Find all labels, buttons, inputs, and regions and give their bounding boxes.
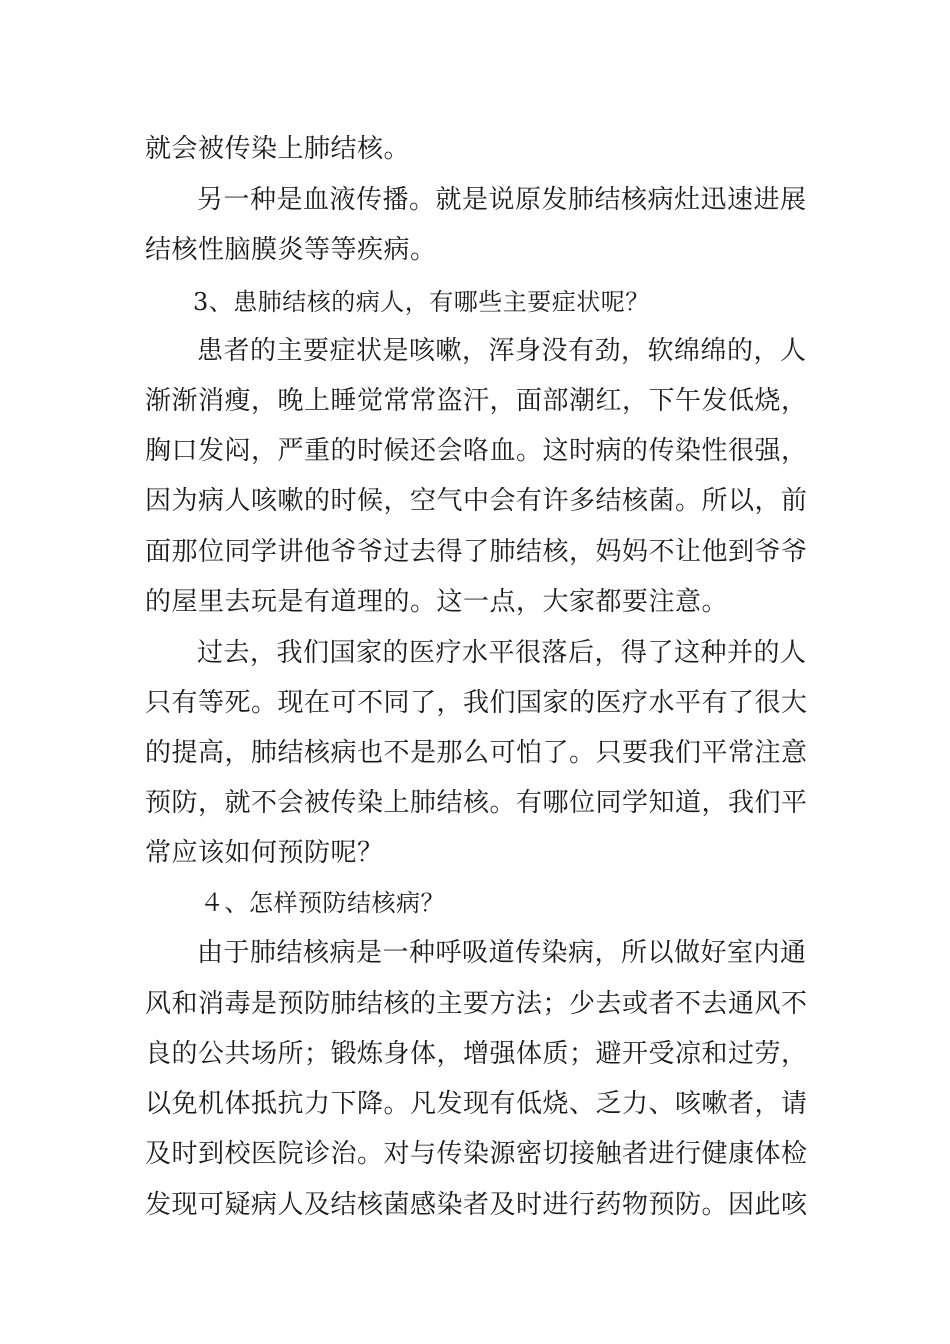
- text-line: 只有等死。现在可不同了，我们国家的医疗水平有了很大: [145, 688, 808, 718]
- text-line: 风和消毒是预防肺结核的主要方法；少去或者不去通风不: [145, 989, 808, 1019]
- text-line: 预防，就不会被传染上肺结核。有哪位同学知道，我们平: [145, 788, 808, 818]
- text-line: 由于肺结核病是一种呼吸道传染病，所以做好室内通: [197, 938, 807, 968]
- text-line: 因为病人咳嗽的时候，空气中会有许多结核菌。所以，前: [145, 486, 808, 516]
- text-line: 胸口发闷，严重的时候还会咯血。这时病的传染性很强，: [145, 436, 808, 466]
- text-line: 以免机体抵抗力下降。凡发现有低烧、乏力、咳嗽者，请: [145, 1089, 808, 1119]
- text-line: 的屋里去玩是有道理的。这一点，大家都要注意。: [145, 587, 729, 617]
- section-heading: 3、患肺结核的病人，有哪些主要症状呢？: [193, 288, 650, 316]
- text-line: 就会被传染上肺结核。: [145, 134, 411, 164]
- text-line: 结核性脑膜炎等等疾病。: [145, 235, 437, 265]
- text-line: 患者的主要症状是咳嗽，浑身没有劲，软绵绵的，人: [197, 336, 807, 366]
- text-line: 的提高，肺结核病也不是那么可怕了。只要我们平常注意: [145, 738, 808, 768]
- text-line: 面那位同学讲他爷爷过去得了肺结核，妈妈不让他到爷爷: [145, 537, 808, 567]
- section-heading: ４、怎样预防结核病？: [200, 889, 445, 917]
- text-line: 另一种是血液传播。就是说原发肺结核病灶迅速进展: [197, 185, 807, 215]
- text-line: 渐渐消瘦，晚上睡觉常常盗汗，面部潮红，下午发低烧，: [145, 386, 808, 416]
- text-line: 常应该如何预防呢？: [145, 838, 384, 868]
- text-line: 及时到校医院诊治。对与传染源密切接触者进行健康体检: [145, 1139, 808, 1169]
- text-line: 良的公共场所；锻炼身体，增强体质；避开受凉和过劳，: [145, 1039, 808, 1069]
- text-line: 过去，我们国家的医疗水平很落后，得了这种并的人: [197, 638, 807, 668]
- text-line: 发现可疑病人及结核菌感染者及时进行药物预防。因此咳: [145, 1190, 808, 1220]
